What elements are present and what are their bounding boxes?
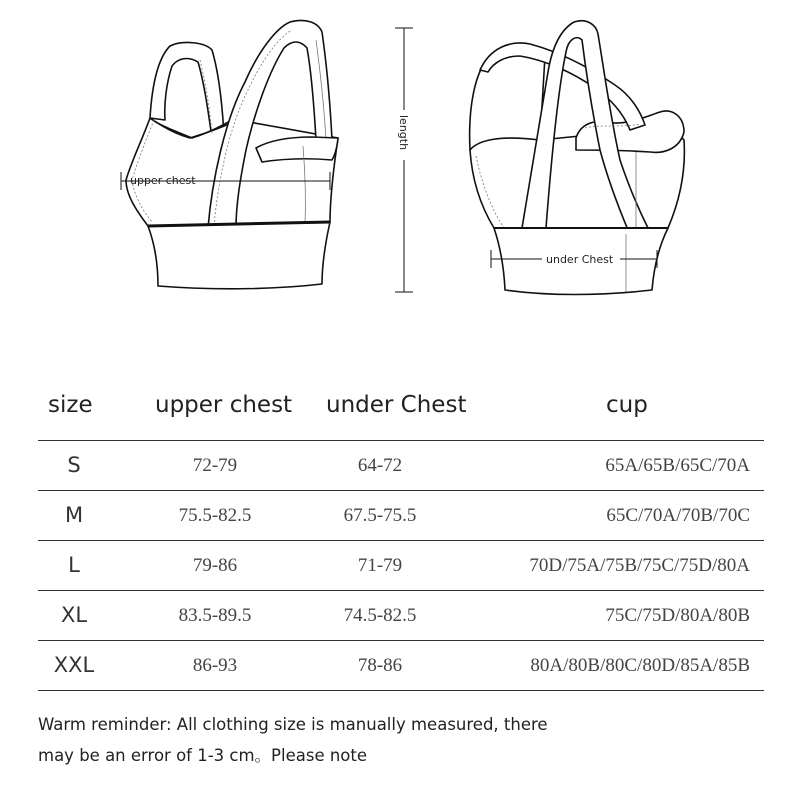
header-under-chest: under Chest [326,392,467,418]
upper-chest-cell: 83.5-89.5 [178,605,252,626]
table-row [38,591,764,641]
size-cell: M [64,503,84,527]
size-cell: S [67,453,81,477]
under-chest-cell: 71-79 [357,555,403,576]
upper-chest-cell: 79-86 [192,555,238,576]
upper-chest-cell: 86-93 [192,655,238,676]
size-cell: L [68,553,80,577]
garment-illustration [0,0,800,370]
upper-chest-label: upper chest [130,174,196,187]
upper-chest-cell: 75.5-82.5 [178,505,252,526]
cup-cell: 75C/75D/80A/80B [605,605,750,626]
measurement-reminder [38,709,778,771]
cup-cell: 65A/65B/65C/70A [605,455,750,476]
header-size: size [48,392,93,418]
reminder-line-1: Warm reminder: All clothing size is manually measured, there [38,715,548,734]
under-chest-cell: 67.5-75.5 [343,505,417,526]
length-label: length [397,115,410,151]
front-view-garment [126,20,338,288]
under-chest-label: under Chest [546,253,614,266]
under-chest-cell: 64-72 [357,455,403,476]
cup-cell: 70D/75A/75B/75C/75D/80A [529,555,750,576]
diagram-svg [0,0,800,370]
cup-cell: 80A/80B/80C/80D/85A/85B [530,655,750,676]
under-chest-cell: 78-86 [357,655,403,676]
table-row [38,491,764,541]
size-cell: XL [60,603,88,627]
table-header [38,384,764,441]
length-dimension [395,28,413,292]
reminder-line-2: may be an error of 1-3 cm。Please note [38,746,368,765]
upper-chest-cell: 72-79 [192,455,238,476]
table-row [38,541,764,591]
under-chest-cell: 74.5-82.5 [343,605,417,626]
header-upper-chest: upper chest [155,392,293,418]
size-cell: XXL [53,653,95,677]
size-chart-table [38,384,764,691]
table-row [38,641,764,691]
table-row [38,441,764,491]
header-cup: cup [606,392,648,418]
cup-cell: 65C/70A/70B/70C [606,505,750,526]
